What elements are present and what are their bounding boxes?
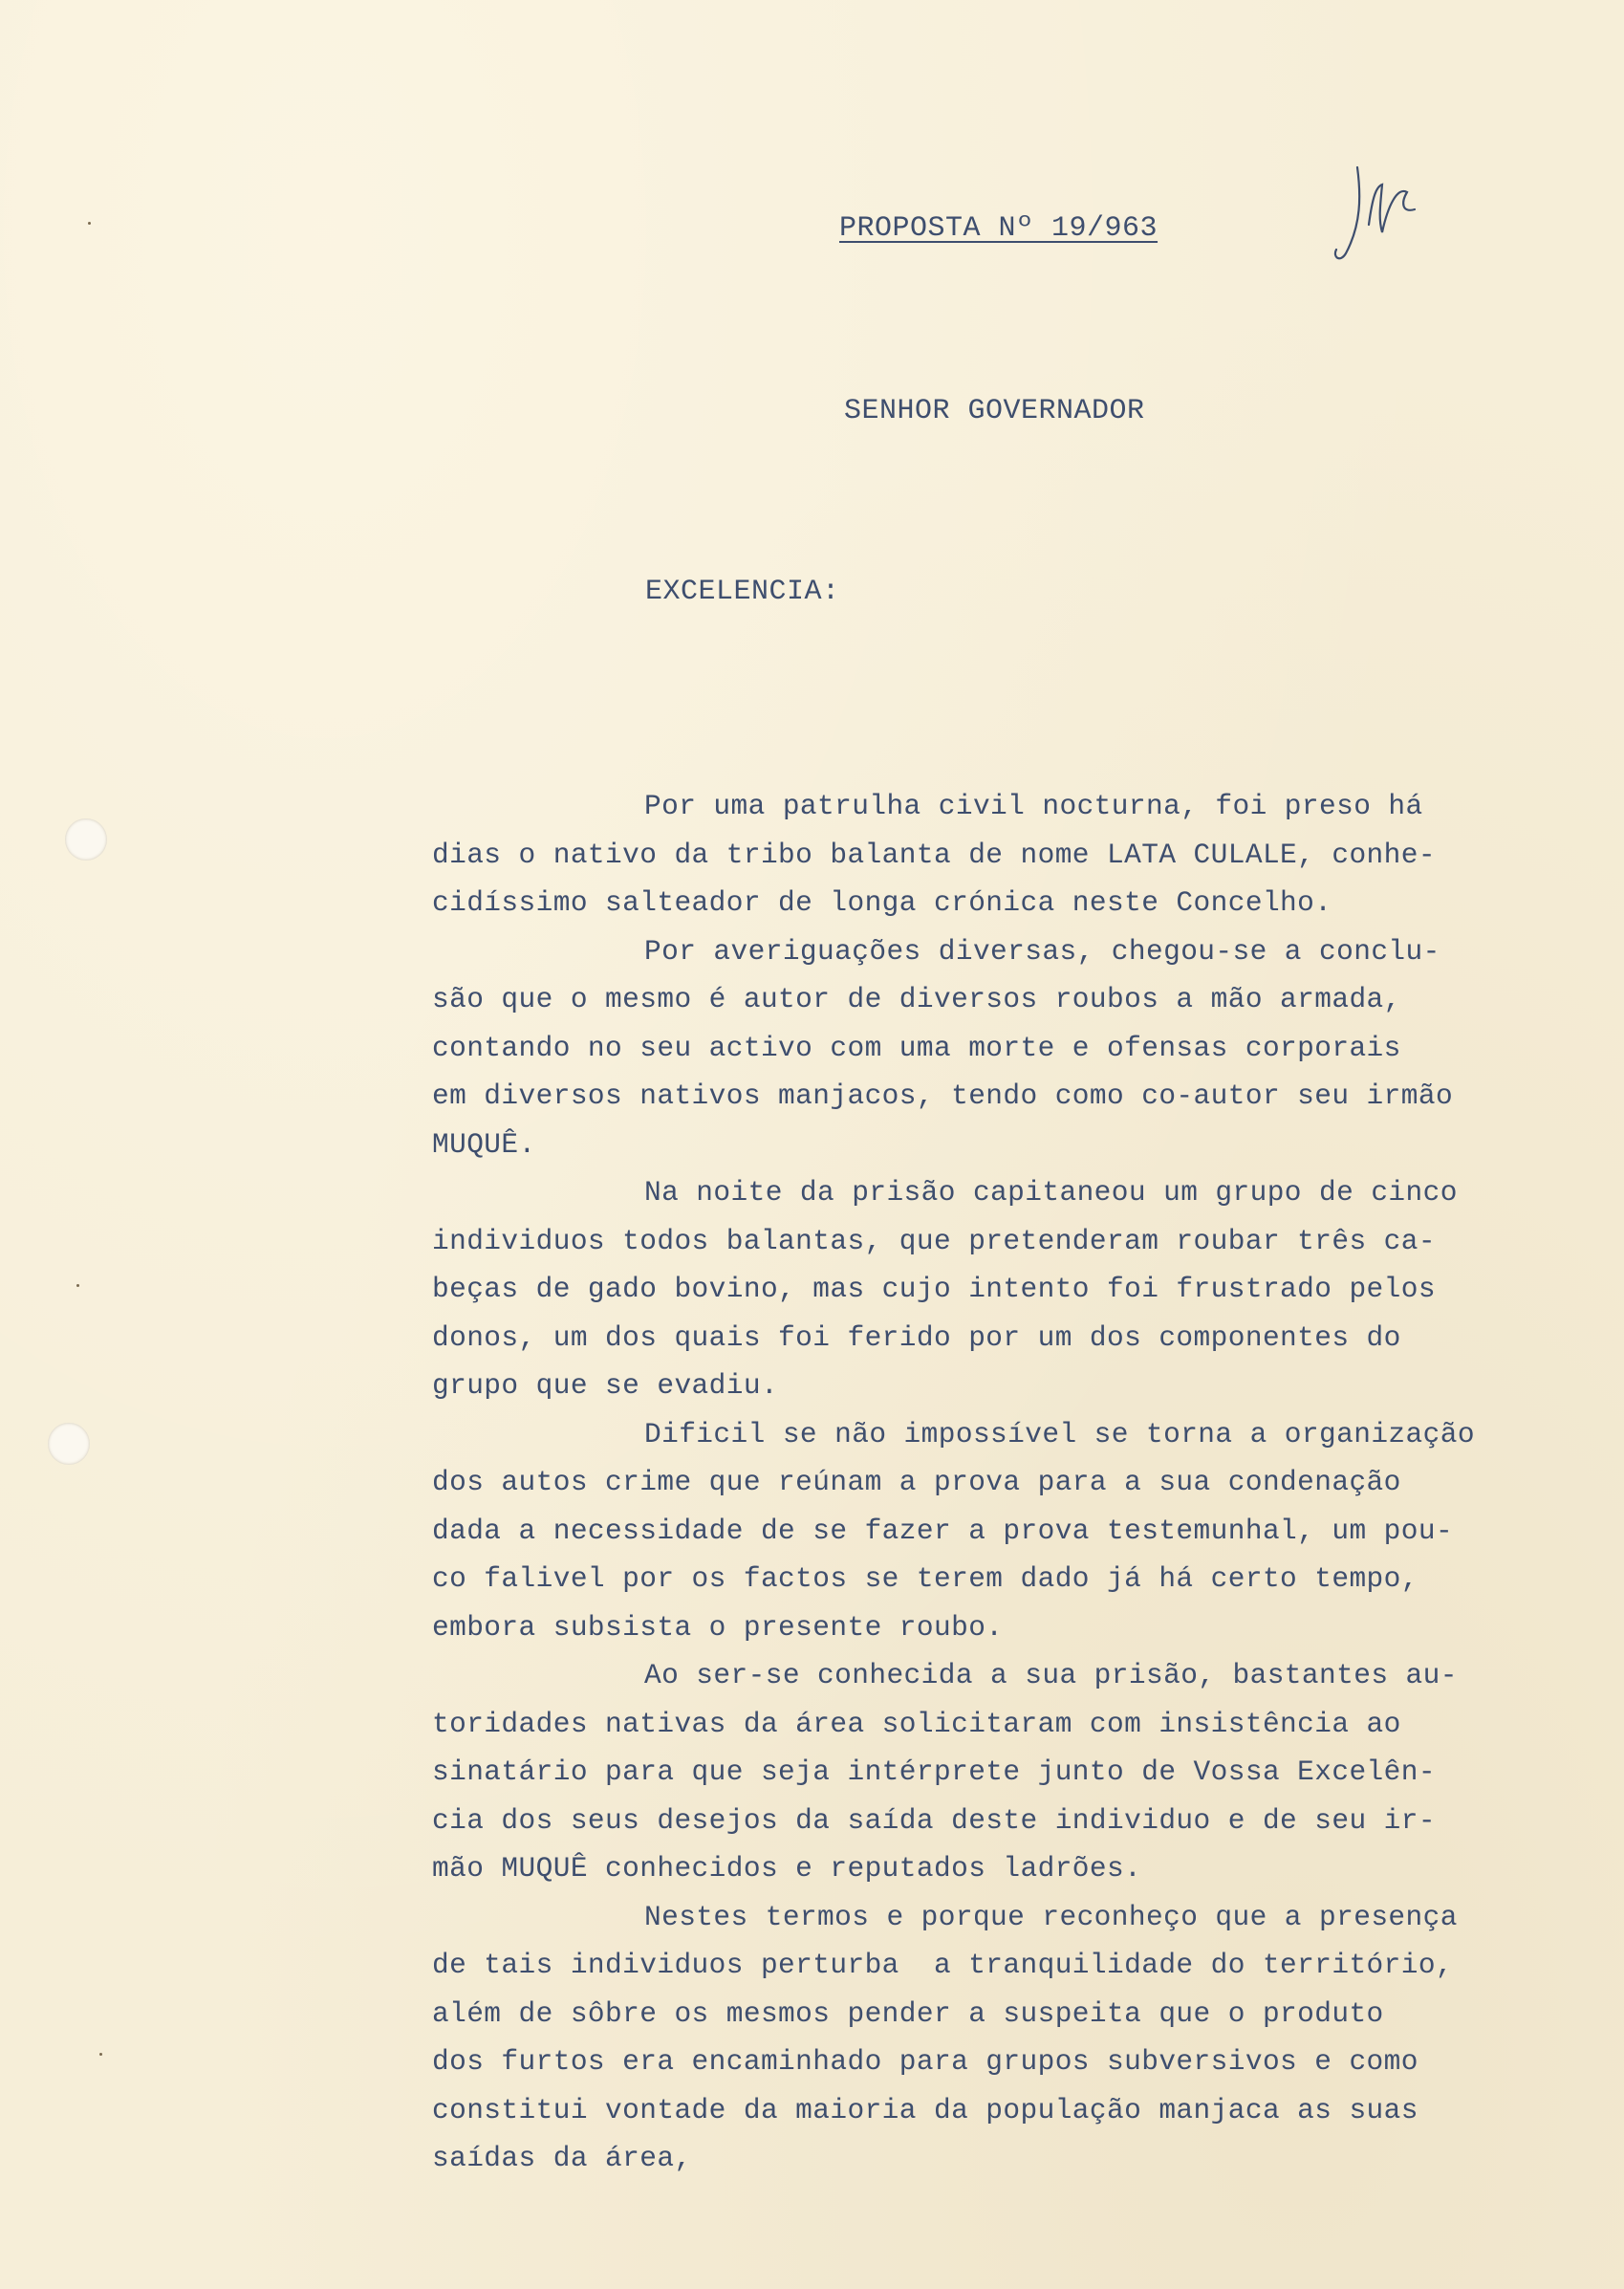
text-line: grupo que se evadiu. [432,1369,779,1402]
paragraph-first-line: Nestes termos e porque reconheço que a presença [644,1900,1458,1933]
text-line: individuos todos balantas, que pretenderam roubar três ca- [432,1224,1436,1257]
text-line: dos autos crime que reúnam a prova para a sua condenação [432,1466,1401,1498]
text-line: MUQUÊ. [432,1127,536,1161]
paragraph-first-line: Por uma patrulha civil nocturna, foi preso há [644,790,1423,822]
addressee: SENHOR GOVERNADOR [844,395,1145,427]
punch-hole-bottom [48,1423,90,1465]
text-line: saídas da área, [432,2142,692,2174]
paragraph-first-line: Ao ser-se conhecida a sua prisão, bastantes au- [644,1659,1458,1691]
text-line: são que o mesmo é autor de diversos roubos a mão armada, [432,983,1401,1015]
text-line: cidíssimo salteador de longa crónica neste Concelho. [432,886,1332,919]
document-title: PROPOSTA Nº 19/963 [839,212,1158,245]
salutation: EXCELENCIA: [645,576,840,608]
body-text [432,782,1608,2183]
text-line: dias o nativo da tribo balanta de nome LATA CULALE, conhe- [432,838,1436,871]
text-line: beças de gado bovino, mas cujo intento foi frustrado pelos [432,1273,1436,1305]
text-line: co falivel por os factos se terem dado já há certo tempo, [432,1562,1418,1595]
text-line: cia dos seus desejos da saída deste individuo e de seu ir- [432,1803,1436,1837]
paper-speck [99,2053,102,2056]
text-line: contando no seu activo com uma morte e ofensas corporais [432,1031,1401,1064]
handwritten-initials-signature [1329,158,1434,272]
paragraph-first-line: Por averiguações diversas, chegou-se a conclu- [644,934,1440,968]
paper-speck [88,222,91,225]
paragraph-first-line: Dificil se não impossível se torna a organização [644,1417,1475,1450]
paragraph-first-line: Na noite da prisão capitaneou um grupo de cinco [644,1176,1458,1209]
text-line: dos furtos era encaminhado para grupos subversivos e como [432,2045,1418,2078]
text-line: constitui vontade da maioria da população manjaca as suas [432,2093,1418,2126]
paper-speck [76,1284,79,1287]
text-line: toridades nativas da área solicitaram com insistência ao [432,1707,1401,1740]
punch-hole-top [65,818,107,861]
text-line: de tais individuos perturba a tranquilidade do território, [432,1949,1454,1981]
text-line: donos, um dos quais foi ferido por um dos componentes do [432,1320,1401,1354]
text-line: sinatário para que seja intérprete junto de Vossa Excelên- [432,1755,1436,1788]
text-line: dada a necessidade de se fazer a prova testemunhal, um pou- [432,1514,1454,1547]
text-line: em diversos nativos manjacos, tendo como co-autor seu irmão [432,1079,1454,1112]
text-line: mão MUQUÊ conhecidos e reputados ladrões. [432,1852,1142,1885]
text-line: embora subsista o presente roubo. [432,1610,1004,1644]
text-line: além de sôbre os mesmos pender a suspeita que o produto [432,1996,1384,2030]
